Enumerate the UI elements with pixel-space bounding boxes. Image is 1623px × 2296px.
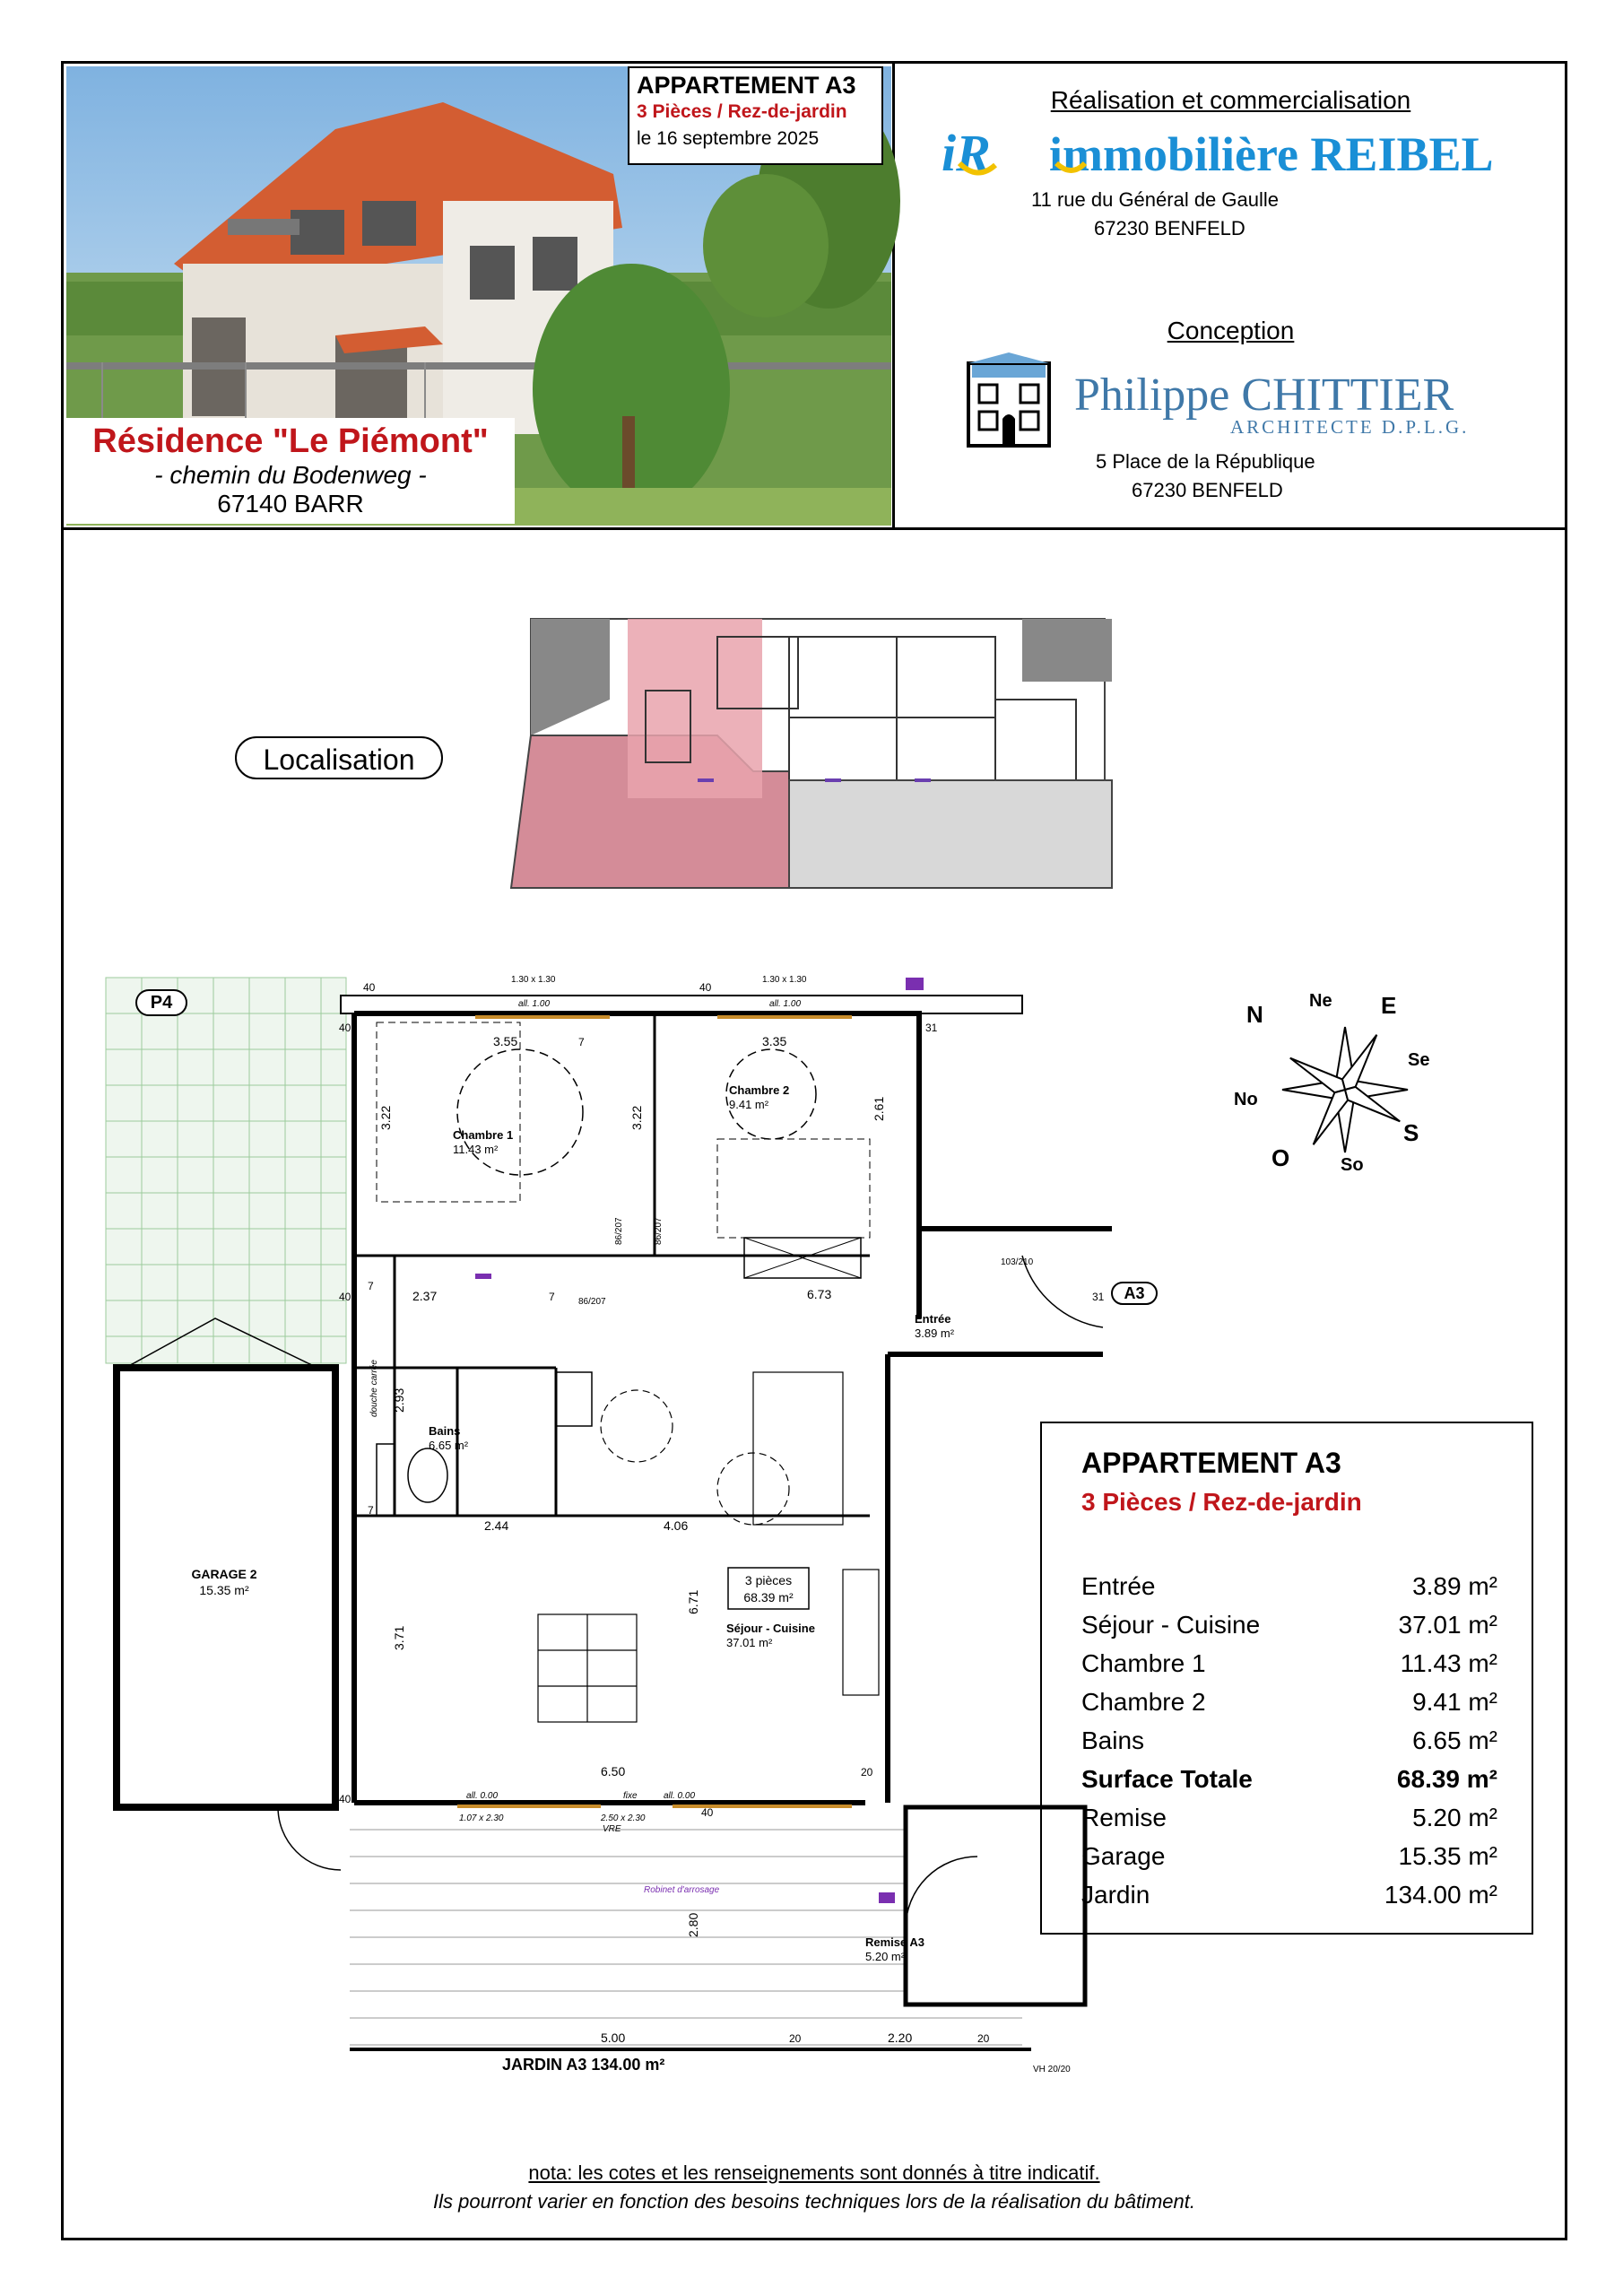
- surface-value: 68.39 m²: [1396, 1765, 1497, 1793]
- dim-371: 3.71: [392, 1625, 406, 1650]
- chambre2-name: Chambre 2: [729, 1083, 790, 1097]
- bay2-sill: all. 0.00: [664, 1791, 696, 1801]
- residence-name: Résidence "Le Piémont": [92, 422, 489, 460]
- residence-city: 67140 BARR: [217, 490, 364, 517]
- reibel-logo-name: immobilière REIBEL: [1049, 127, 1494, 181]
- compass-o: O: [1271, 1144, 1290, 1171]
- surface-row: [1081, 1804, 1497, 1842]
- surface-row: [1081, 1649, 1497, 1688]
- surface-total-row: [1081, 1765, 1497, 1804]
- site-mini-plan: [484, 556, 1148, 897]
- window-tl: 1.30 x 1.30: [511, 975, 556, 985]
- localisation-label: Localisation: [235, 736, 443, 779]
- chittier-logo: [968, 354, 1524, 453]
- dim-244: 2.44: [484, 1518, 509, 1533]
- entree-name: Entrée: [915, 1312, 951, 1326]
- document-date: le 16 septembre 2025: [637, 128, 820, 149]
- architect-name: Philippe CHITTIER: [1074, 370, 1454, 421]
- footer-note1: nota: les cotes et les renseignements sont donnés à titre indicatif.: [528, 2161, 1100, 2184]
- chambre1-area: 11.43 m²: [453, 1143, 499, 1156]
- garage-name: GARAGE 2: [191, 1567, 257, 1581]
- jardin-label: JARDIN A3 134.00 m²: [502, 2056, 665, 2074]
- surface-label: Chambre 1: [1081, 1649, 1206, 1677]
- surfaces-table: [1040, 1422, 1533, 1935]
- bains-name: Bains: [429, 1424, 461, 1438]
- architect-address2: 67230 BENFELD: [1132, 479, 1283, 501]
- dim-406: 4.06: [664, 1518, 689, 1533]
- reibel-logo: [942, 118, 1515, 190]
- compass-rose: [1228, 987, 1462, 1193]
- surface-label: Surface Totale: [1081, 1765, 1253, 1793]
- garage-area: 15.35 m²: [199, 1583, 249, 1597]
- dim-280: 2.80: [686, 1912, 700, 1937]
- realisation-label: Réalisation et commercialisation: [1050, 86, 1411, 114]
- wall-40d: 40: [363, 981, 376, 994]
- bay2-type: VRE: [603, 1824, 621, 1834]
- floor-plan: [99, 960, 1145, 2108]
- apartment-title: APPARTEMENT A3: [637, 72, 856, 99]
- wall-40c: 40: [339, 1793, 352, 1805]
- surface-row: [1081, 1572, 1497, 1611]
- surface-value: 134.00 m²: [1384, 1881, 1497, 1909]
- wall-7b: 7: [368, 1280, 374, 1292]
- wall-7a: 7: [578, 1036, 585, 1048]
- total-area: 68.39 m²: [743, 1590, 794, 1605]
- door-bains: 86/207: [654, 1217, 664, 1245]
- sejour-area: 37.01 m²: [726, 1636, 773, 1649]
- compass-e: E: [1381, 992, 1397, 1019]
- surface-label: Jardin: [1081, 1881, 1150, 1909]
- dim-293: 2.93: [392, 1387, 406, 1413]
- dim-355: 3.55: [493, 1034, 518, 1048]
- wall-20a: 20: [861, 1766, 873, 1779]
- wall-20c: 20: [977, 2032, 990, 2045]
- parking-label: P4: [150, 993, 173, 1013]
- window-tr-sill: all. 1.00: [769, 999, 802, 1009]
- dim-500: 5.00: [601, 2031, 626, 2045]
- bay1: 1.07 x 2.30: [459, 1813, 504, 1823]
- surfaces-title: APPARTEMENT A3: [1081, 1447, 1341, 1479]
- total-label: 3 pièces: [744, 1573, 793, 1587]
- surface-label: Séjour - Cuisine: [1081, 1611, 1261, 1639]
- developer-address2: 67230 BENFELD: [1094, 217, 1245, 239]
- chambre2-area: 9.41 m²: [729, 1098, 769, 1111]
- dim-237: 2.37: [412, 1289, 438, 1303]
- surface-value: 3.89 m²: [1412, 1572, 1497, 1600]
- dim-322b: 3.22: [629, 1105, 644, 1130]
- surface-row: [1081, 1688, 1497, 1726]
- architect-title: ARCHITECTE D.P.L.G.: [1230, 416, 1470, 438]
- bay1-sill: all. 0.00: [466, 1791, 499, 1801]
- surface-label: Remise: [1081, 1804, 1167, 1831]
- sejour-name: Séjour - Cuisine: [726, 1622, 815, 1635]
- dim-650: 6.50: [601, 1764, 626, 1779]
- dim-335: 3.35: [762, 1034, 787, 1048]
- chambre1-name: Chambre 1: [453, 1128, 514, 1142]
- footer-note2: Ils pourront varier en fonction des besoins techniques lors de la réalisation du bâtiment.: [433, 2190, 1195, 2213]
- apartment-type: 3 Pièces / Rez-de-jardin: [637, 101, 847, 122]
- compass-se: Se: [1408, 1050, 1430, 1070]
- surface-row: [1081, 1611, 1497, 1649]
- surface-value: 37.01 m²: [1398, 1611, 1497, 1639]
- door-c2: 86/207: [614, 1217, 624, 1245]
- residence-street: - chemin du Bodenweg -: [154, 461, 427, 489]
- dim-322a: 3.22: [378, 1105, 393, 1130]
- residence-box: [66, 418, 515, 524]
- remise-name: Remise A3: [865, 1935, 924, 1949]
- surface-label: Chambre 2: [1081, 1688, 1206, 1716]
- window-tr: 1.30 x 1.30: [762, 975, 807, 985]
- door-c1: 86/207: [578, 1297, 606, 1307]
- bains-area: 6.65 m²: [429, 1439, 469, 1452]
- surface-row: [1081, 1881, 1497, 1919]
- wall-31b: 31: [1092, 1291, 1105, 1303]
- wall-40b: 40: [339, 1291, 352, 1303]
- header-divider: [61, 527, 1567, 530]
- developer-address1: 11 rue du Général de Gaulle: [1031, 188, 1279, 211]
- bay2-fixe: fixe: [623, 1791, 638, 1801]
- compass-s: S: [1403, 1119, 1419, 1146]
- surface-label: Entrée: [1081, 1572, 1156, 1600]
- robinet-label: Robinet d'arrosage: [644, 1885, 720, 1895]
- surface-label: Garage: [1081, 1842, 1166, 1870]
- surface-value: 11.43 m²: [1400, 1649, 1497, 1677]
- dim-671: 6.71: [686, 1589, 700, 1614]
- surface-value: 15.35 m²: [1398, 1842, 1497, 1870]
- surface-label: Bains: [1081, 1726, 1145, 1754]
- wall-40a: 40: [339, 1022, 352, 1034]
- compass-n: N: [1246, 1001, 1263, 1028]
- dim-220: 2.20: [888, 2031, 913, 2045]
- house-icon: [968, 352, 1049, 446]
- wall-40f: 40: [701, 1806, 714, 1819]
- compass-no: No: [1234, 1090, 1258, 1109]
- entree-area: 3.89 m²: [915, 1326, 955, 1340]
- wall-7c: 7: [549, 1291, 555, 1303]
- compass-ne: Ne: [1309, 991, 1332, 1011]
- architect-address1: 5 Place de la République: [1096, 450, 1315, 473]
- surface-row: [1081, 1726, 1497, 1765]
- wall-40e: 40: [699, 981, 712, 994]
- compass-so: So: [1341, 1155, 1364, 1175]
- dim-673: 6.73: [807, 1287, 832, 1301]
- window-tl-sill: all. 1.00: [518, 999, 551, 1009]
- wall-20b: 20: [789, 2032, 802, 2045]
- vh-label: VH 20/20: [1033, 2065, 1071, 2074]
- surface-value: 5.20 m²: [1412, 1804, 1497, 1831]
- wall-7d: 7: [368, 1504, 374, 1517]
- apartment-title-box: [628, 66, 883, 165]
- surface-value: 6.65 m²: [1412, 1726, 1497, 1754]
- apartment-tag-label: A3: [1124, 1284, 1145, 1302]
- surface-value: 9.41 m²: [1412, 1688, 1497, 1716]
- header-vertical-divider: [892, 61, 895, 529]
- dim-261: 2.61: [872, 1096, 886, 1121]
- surface-row: [1081, 1842, 1497, 1881]
- douche-label: douche carrée: [369, 1360, 379, 1417]
- reibel-logo-mark: iR: [942, 124, 991, 182]
- remise-area: 5.20 m²: [865, 1950, 906, 1963]
- bay2: 2.50 x 2.30: [601, 1813, 646, 1823]
- wall-31a: 31: [925, 1022, 938, 1034]
- conception-label: Conception: [1167, 317, 1295, 344]
- door-entree: 103/210: [1001, 1257, 1034, 1267]
- surfaces-subtitle: 3 Pièces / Rez-de-jardin: [1081, 1488, 1362, 1516]
